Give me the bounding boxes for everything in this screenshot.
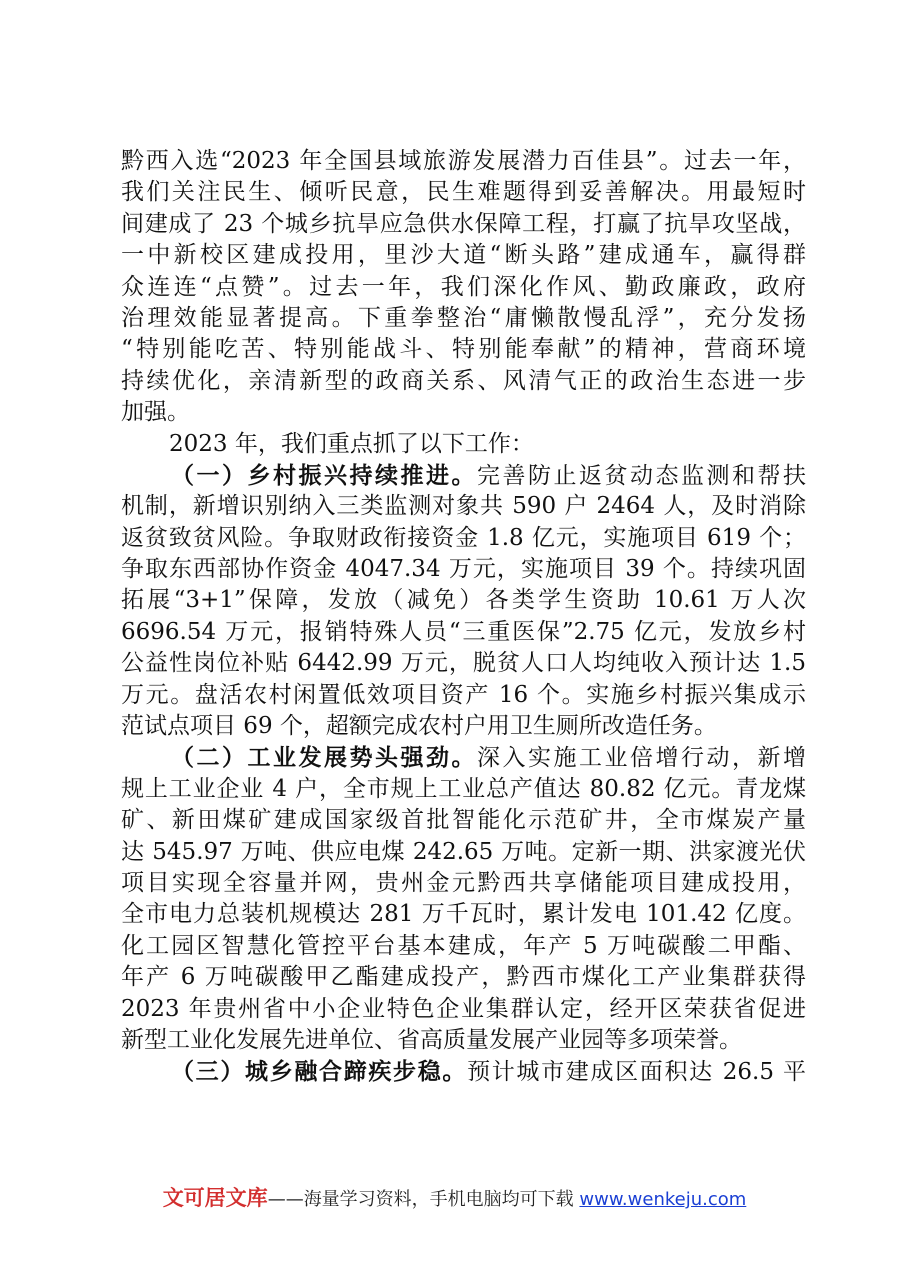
website-link[interactable]: www.wenkeju.com bbox=[579, 1189, 747, 1210]
text-line: 治理效能显著提高。下重拳整治“庸懒散慢乱浮”，充分发扬 bbox=[121, 304, 806, 331]
text-line: 返贫致贫风险。争取财政衔接资金 1.8 亿元，实施项目 619 个； bbox=[121, 524, 806, 551]
text-run: 完善防止返贫动态监测和帮扶 bbox=[477, 462, 806, 489]
text-line: 项目实现全容量并网，贵州金元黔西共享储能项目建成投用， bbox=[121, 869, 806, 896]
section-heading: （一）乡村振兴持续推进。 bbox=[171, 461, 477, 489]
text-line: 规上工业企业 4 户，全市规上工业总产值达 80.82 亿元。青龙煤 bbox=[121, 775, 806, 802]
text-line: 万元。盘活农村闲置低效项目资产 16 个。实施乡村振兴集成示 bbox=[121, 681, 806, 708]
paragraph-rural-revitalization bbox=[121, 460, 806, 743]
paragraph-industry bbox=[121, 742, 806, 1056]
text-line: 矿、新田煤矿建成国家级首批智能化示范矿井，全市煤炭产量 bbox=[121, 807, 806, 834]
paragraph-2 bbox=[121, 429, 806, 460]
section-heading: （二）工业发展势头强劲。 bbox=[171, 744, 477, 772]
text-line: 机制，新增识别纳入三类监测对象共 590 户 2464 人，及时消除 bbox=[121, 493, 806, 520]
paragraph-first-line bbox=[121, 460, 806, 491]
text-line: 达 545.97 万吨、供应电煤 242.65 万吨。定新一期、洪家渡光伏 bbox=[121, 838, 806, 865]
text-line: 新型工业化发展先进单位、省高质量发展产业园等多项荣誉。 bbox=[121, 1026, 742, 1053]
text-line: 间建成了 23 个城乡抗旱应急供水保障工程，打赢了抗旱攻坚战， bbox=[121, 210, 806, 237]
text-line: “特别能吃苦、特别能战斗、特别能奉献”的精神，营商环境 bbox=[121, 336, 806, 363]
text-run: 预计城市建成区面积达 26.5 平 bbox=[467, 1059, 806, 1086]
text-line: 我们关注民生、倾听民意，民生难题得到妥善解决。用最短时 bbox=[121, 179, 806, 206]
text-line: 2023 年贵州省中小企业特色企业集群认定，经开区荣获省促进 bbox=[121, 995, 806, 1022]
paragraph-first-line bbox=[121, 742, 806, 773]
footer-slogan: ——海量学习资料，手机电脑均可下载 bbox=[267, 1189, 574, 1210]
text-line: 范试点项目 69 个，超额完成农村户用卫生厕所改造任务。 bbox=[121, 713, 717, 740]
paragraph-urban-rural bbox=[121, 1056, 806, 1087]
document-body bbox=[121, 146, 806, 1088]
text-line: 一中新校区建成投用，里沙大道“断头路”建成通车，赢得群 bbox=[121, 242, 806, 269]
text-line: 加强。 bbox=[121, 399, 190, 426]
brand-name: 文可居文库 bbox=[162, 1186, 268, 1210]
watermark-footer bbox=[0, 1182, 909, 1212]
text-line: 公益性岗位补贴 6442.99 万元，脱贫人口人均纯收入预计达 1.5 bbox=[121, 650, 806, 677]
text-line: 年产 6 万吨碳酸甲乙酯建成投产，黔西市煤化工产业集群获得 bbox=[121, 964, 806, 991]
text-run: 深入实施工业倍增行动，新增 bbox=[477, 745, 806, 772]
text-line: 2023 年，我们重点抓了以下工作： bbox=[169, 430, 534, 457]
paragraph-first-line bbox=[121, 1056, 806, 1087]
text-line: 全市电力总装机规模达 281 万千瓦时，累计发电 101.42 亿度。 bbox=[121, 901, 806, 928]
text-line: 化工园区智慧化管控平台基本建成，年产 5 万吨碳酸二甲酯、 bbox=[121, 932, 806, 959]
text-line: 争取东西部协作资金 4047.34 万元，实施项目 39 个。持续巩固 bbox=[121, 556, 806, 583]
text-line: 众连连“点赞”。过去一年，我们深化作风、勤政廉政，政府 bbox=[121, 273, 806, 300]
text-line: 黔西入选“2023 年全国县域旅游发展潜力百佳县”。过去一年， bbox=[121, 148, 806, 174]
paragraph-1 bbox=[121, 146, 806, 429]
text-line: 拓展“3+1”保障，发放（减免）各类学生资助 10.61 万人次 bbox=[121, 587, 806, 614]
text-line: 6696.54 万元，报销特殊人员“三重医保”2.75 亿元，发放乡村 bbox=[121, 618, 806, 645]
section-heading: （三）城乡融合蹄疾步稳。 bbox=[171, 1058, 468, 1086]
text-line: 持续优化，亲清新型的政商关系、风清气正的政治生态进一步 bbox=[121, 367, 806, 394]
